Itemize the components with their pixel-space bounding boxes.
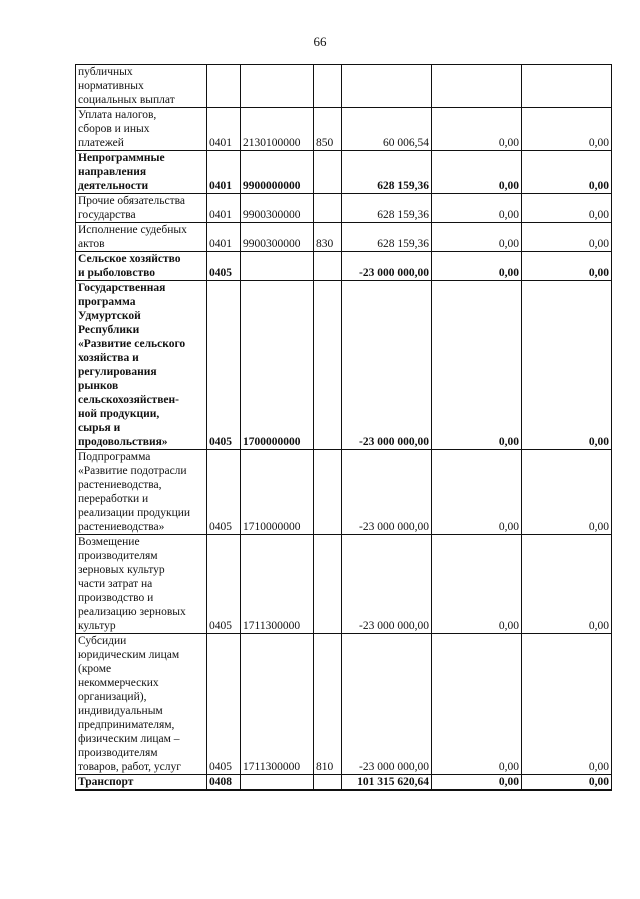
table-row [76,223,612,252]
row-name: Подпрограмма «Развитие подотрасли растениеводства, переработки и реализации продукции растениеводства» [76,450,207,535]
row-name: Уплата налогов, сборов и иных платежей [76,108,207,151]
row-name: Непрограммные направления деятельности [76,151,207,194]
row-name: Государственная программа Удмуртской Республики «Развитие сельского хозяйства и регулирования рынков сельскохозяйствен- ной продукции, сырья и продовольствия» [76,281,207,450]
amount-2: 0,00 [432,151,522,194]
table-row [76,194,612,223]
section-code: 0405 [207,252,241,281]
section-code: 0401 [207,151,241,194]
article-code [241,252,314,281]
article-code: 1710000000 [241,450,314,535]
expense-type-code [314,65,342,108]
amount-1: 628 159,36 [342,151,432,194]
expense-type-code [314,450,342,535]
amount-3: 0,00 [522,281,612,450]
amount-1: 628 159,36 [342,194,432,223]
section-code [207,65,241,108]
article-code: 1711300000 [241,535,314,634]
amount-3 [522,65,612,108]
amount-1: 101 315 620,64 [342,775,432,791]
section-code: 0408 [207,775,241,791]
expense-type-code [314,151,342,194]
expense-type-code: 810 [314,634,342,775]
article-code: 9900000000 [241,151,314,194]
table-body [76,65,612,791]
row-name: Прочие обязательства государства [76,194,207,223]
amount-3: 0,00 [522,634,612,775]
table-row [76,252,612,281]
row-name: Исполнение судебных актов [76,223,207,252]
amount-3: 0,00 [522,450,612,535]
article-code: 2130100000 [241,108,314,151]
row-name: Транспорт [76,775,207,791]
article-code: 1700000000 [241,281,314,450]
table-row [76,108,612,151]
amount-1: -23 000 000,00 [342,450,432,535]
page-number: 66 [313,34,327,49]
row-name: Субсидии юридическим лицам (кроме некоммерческих организаций), индивидуальным предпринимателям, физическим лицам – производителям товаров, работ, услуг [76,634,207,775]
amount-3: 0,00 [522,194,612,223]
amount-2: 0,00 [432,252,522,281]
row-name: Сельское хозяйство и рыболовство [76,252,207,281]
section-code: 0401 [207,108,241,151]
amount-1 [342,65,432,108]
article-code: 1711300000 [241,634,314,775]
expense-type-code: 850 [314,108,342,151]
article-code: 9900300000 [241,223,314,252]
table-row [76,535,612,634]
row-name: публичных нормативных социальных выплат [76,65,207,108]
section-code: 0401 [207,194,241,223]
amount-1: -23 000 000,00 [342,535,432,634]
expense-type-code [314,252,342,281]
table-row [76,450,612,535]
amount-2: 0,00 [432,194,522,223]
amount-3: 0,00 [522,223,612,252]
amount-2: 0,00 [432,775,522,791]
article-code: 9900300000 [241,194,314,223]
article-code [241,65,314,108]
section-code: 0405 [207,450,241,535]
article-code [241,775,314,791]
expense-type-code [314,194,342,223]
section-code: 0405 [207,281,241,450]
budget-table [75,64,612,791]
row-name: Возмещение производителям зерновых культур части затрат на производство и реализацию зерновых культур [76,535,207,634]
amount-3: 0,00 [522,108,612,151]
amount-2: 0,00 [432,223,522,252]
amount-1: -23 000 000,00 [342,252,432,281]
table-row [76,775,612,791]
amount-2: 0,00 [432,450,522,535]
amount-2: 0,00 [432,634,522,775]
section-code: 0405 [207,535,241,634]
section-code: 0401 [207,223,241,252]
expense-type-code [314,281,342,450]
amount-1: -23 000 000,00 [342,634,432,775]
table-row [76,151,612,194]
amount-2: 0,00 [432,535,522,634]
table-row [76,65,612,108]
amount-1: 60 006,54 [342,108,432,151]
expense-type-code [314,535,342,634]
amount-3: 0,00 [522,775,612,791]
table-row [76,281,612,450]
expense-type-code: 830 [314,223,342,252]
amount-1: -23 000 000,00 [342,281,432,450]
amount-2: 0,00 [432,281,522,450]
section-code: 0405 [207,634,241,775]
amount-2: 0,00 [432,108,522,151]
amount-3: 0,00 [522,252,612,281]
amount-2 [432,65,522,108]
amount-3: 0,00 [522,535,612,634]
amount-1: 628 159,36 [342,223,432,252]
expense-type-code [314,775,342,791]
table-row [76,634,612,775]
amount-3: 0,00 [522,151,612,194]
